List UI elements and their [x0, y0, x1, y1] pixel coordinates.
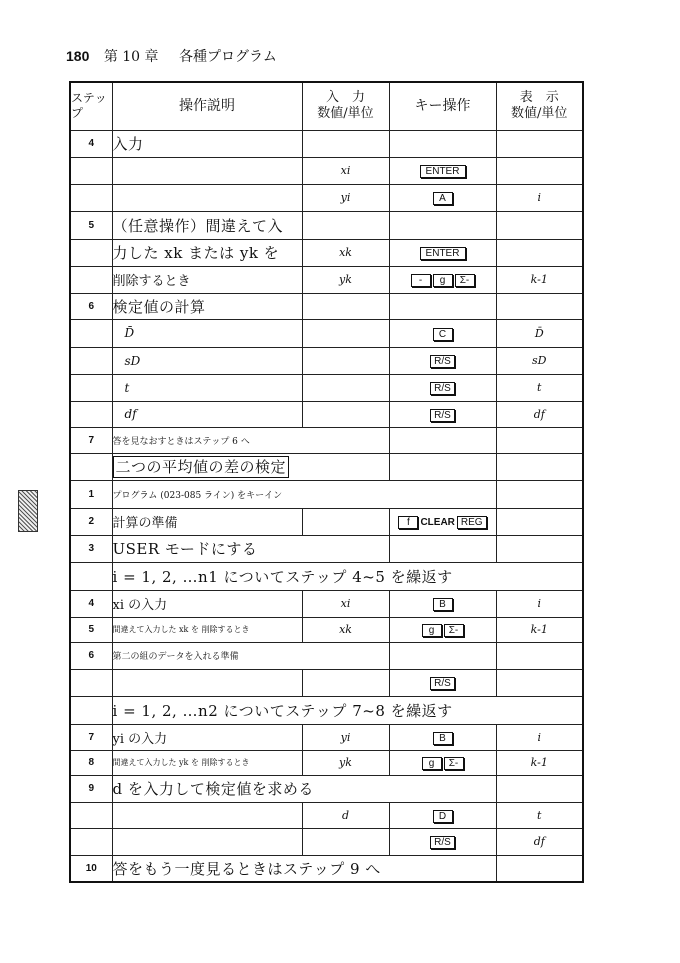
key-sequence-cell — [389, 319, 496, 347]
display-value-cell: t — [496, 374, 583, 401]
calculator-key: R/S — [430, 382, 455, 395]
input-value-cell: xi — [302, 157, 389, 184]
step-cell: 7 — [70, 724, 112, 750]
description-cell — [112, 184, 302, 211]
input-value-cell: d — [302, 802, 389, 828]
table-row — [70, 802, 583, 828]
step-cell — [70, 828, 112, 855]
step-cell: 7 — [70, 427, 112, 453]
step-cell: 3 — [70, 535, 112, 562]
description-cell: i = 1, 2, …n1 についてステップ 4~5 を繰返す — [112, 562, 583, 590]
calculator-key: R/S — [430, 355, 455, 368]
description-cell: 間違えて入力した yk を 削除するとき — [112, 750, 302, 775]
key-sequence-cell — [389, 453, 496, 480]
step-cell — [70, 562, 112, 590]
step-cell — [70, 319, 112, 347]
description-cell: 答をもう一度見るときはステップ 9 へ — [112, 855, 496, 882]
step-cell: 2 — [70, 508, 112, 535]
display-value-cell — [496, 480, 583, 508]
section-title: 二つの平均値の差の検定 — [113, 456, 290, 478]
input-value-cell — [302, 669, 389, 696]
calculator-key: B — [433, 732, 453, 745]
table-row — [70, 562, 583, 590]
table-row — [70, 669, 583, 696]
input-value-cell — [302, 828, 389, 855]
key-sequence-cell — [389, 266, 496, 293]
key-sequence-cell — [389, 130, 496, 157]
description-cell — [112, 157, 302, 184]
display-value-cell: i — [496, 184, 583, 211]
input-value-cell — [302, 211, 389, 239]
input-value-cell: yk — [302, 750, 389, 775]
input-value-cell: yi — [302, 724, 389, 750]
header-input-label: 入 力 — [325, 90, 365, 106]
table-header-row — [70, 82, 583, 130]
key-sequence-cell — [389, 347, 496, 374]
description-cell: 削除するとき — [112, 266, 302, 293]
chapter-title: 各種プログラム — [178, 49, 277, 65]
description-cell — [112, 669, 302, 696]
step-cell — [70, 184, 112, 211]
table-row — [70, 508, 583, 535]
display-value-cell — [496, 211, 583, 239]
calculator-key: - — [411, 274, 431, 287]
table-row — [70, 642, 583, 669]
calculator-key: R/S — [430, 409, 455, 422]
step-cell: 5 — [70, 211, 112, 239]
table-row — [70, 130, 583, 157]
table-row — [70, 724, 583, 750]
step-cell — [70, 374, 112, 401]
key-sequence-cell — [389, 157, 496, 184]
description-cell: yi の入力 — [112, 724, 302, 750]
table-row — [70, 617, 583, 642]
step-cell — [70, 347, 112, 374]
description-cell: D̄ — [112, 319, 302, 347]
display-value-cell — [496, 239, 583, 266]
table-row — [70, 157, 583, 184]
input-value-cell — [302, 374, 389, 401]
description-cell: 入力 — [112, 130, 302, 157]
description-cell — [112, 828, 302, 855]
step-cell — [70, 696, 112, 724]
step-cell: 1 — [70, 480, 112, 508]
key-sequence-cell — [389, 828, 496, 855]
key-sequence-cell — [389, 535, 496, 562]
description-cell: 力した xk または yk を — [112, 239, 302, 266]
table-row — [70, 480, 583, 508]
table-row — [70, 266, 583, 293]
table-row — [70, 775, 583, 802]
key-sequence-cell — [389, 427, 496, 453]
display-value-cell — [496, 293, 583, 319]
display-value-cell — [496, 130, 583, 157]
display-value-cell: df — [496, 828, 583, 855]
calculator-key: R/S — [430, 836, 455, 849]
table-row — [70, 293, 583, 319]
description-cell: プログラム (023-085 ライン) をキーイン — [112, 480, 496, 508]
display-value-cell — [496, 535, 583, 562]
key-sequence-cell — [389, 642, 496, 669]
calculator-key: g — [422, 624, 442, 637]
page-header — [66, 46, 277, 66]
header-step: ステップ — [70, 82, 112, 130]
input-value-cell: yi — [302, 184, 389, 211]
table-row — [70, 211, 583, 239]
key-sequence-cell — [389, 374, 496, 401]
calculator-key: f — [398, 516, 418, 529]
table-row — [70, 453, 583, 480]
input-value-cell: xi — [302, 590, 389, 617]
display-value-cell: k-1 — [496, 617, 583, 642]
input-value-cell — [302, 508, 389, 535]
header-keys: キー操作 — [389, 82, 496, 130]
step-cell — [70, 266, 112, 293]
description-cell — [112, 453, 389, 480]
display-value-cell — [496, 453, 583, 480]
calculator-key: Σ- — [444, 624, 464, 637]
input-value-cell: xk — [302, 617, 389, 642]
step-cell: 6 — [70, 293, 112, 319]
input-value-cell — [302, 319, 389, 347]
input-value-cell — [302, 347, 389, 374]
program-steps-table — [69, 81, 584, 883]
step-cell — [70, 802, 112, 828]
display-value-cell — [496, 508, 583, 535]
step-cell — [70, 669, 112, 696]
table-row — [70, 347, 583, 374]
step-cell — [70, 157, 112, 184]
calculator-key: R/S — [430, 677, 455, 690]
display-value-cell: i — [496, 590, 583, 617]
step-cell: 5 — [70, 617, 112, 642]
table-row — [70, 319, 583, 347]
key-sequence-cell — [389, 508, 496, 535]
calculator-key: Σ- — [455, 274, 475, 287]
calculator-key: A — [433, 192, 453, 205]
description-cell: df — [112, 401, 302, 427]
step-cell — [70, 401, 112, 427]
page-number: 180 — [66, 48, 90, 64]
table-row — [70, 239, 583, 266]
display-value-cell: k-1 — [496, 266, 583, 293]
key-sequence-cell — [389, 211, 496, 239]
input-value-cell — [302, 130, 389, 157]
header-display — [496, 82, 583, 130]
step-cell: 8 — [70, 750, 112, 775]
key-sequence-cell — [389, 239, 496, 266]
display-value-cell — [496, 427, 583, 453]
table-row — [70, 696, 583, 724]
input-value-cell — [302, 293, 389, 319]
calculator-key: D — [433, 810, 453, 823]
calculator-key: Σ- — [444, 757, 464, 770]
display-value-cell: D̄ — [496, 319, 583, 347]
description-cell: xi の入力 — [112, 590, 302, 617]
header-display-label: 表 示 — [519, 90, 559, 106]
input-value-cell — [302, 401, 389, 427]
table-row — [70, 855, 583, 882]
header-input-unit: 数値/単位 — [317, 106, 374, 122]
calculator-key: C — [433, 328, 453, 341]
calculator-key: REG — [457, 516, 487, 529]
table-row — [70, 590, 583, 617]
header-description: 操作説明 — [112, 82, 302, 130]
key-sequence-cell — [389, 669, 496, 696]
table-row — [70, 427, 583, 453]
display-value-cell — [496, 157, 583, 184]
table-row — [70, 535, 583, 562]
description-cell: t — [112, 374, 302, 401]
key-sequence-cell — [389, 293, 496, 319]
description-cell: sD — [112, 347, 302, 374]
description-cell: （任意操作）間違えて入 — [112, 211, 302, 239]
description-cell: 答を見なおすときはステップ 6 へ — [112, 427, 389, 453]
key-sequence-cell — [389, 401, 496, 427]
table-row — [70, 750, 583, 775]
calculator-key: g — [422, 757, 442, 770]
calculator-key: g — [433, 274, 453, 287]
step-cell: 4 — [70, 130, 112, 157]
step-cell — [70, 239, 112, 266]
description-cell: USER モードにする — [112, 535, 389, 562]
input-value-cell: xk — [302, 239, 389, 266]
calculator-key: CLEAR — [420, 517, 455, 528]
key-sequence-cell — [389, 617, 496, 642]
key-sequence-cell — [389, 750, 496, 775]
table-row — [70, 374, 583, 401]
description-cell: i = 1, 2, …n2 についてステップ 7~8 を繰返す — [112, 696, 583, 724]
display-value-cell: t — [496, 802, 583, 828]
description-cell: d を入力して検定値を求める — [112, 775, 496, 802]
display-value-cell: sD — [496, 347, 583, 374]
key-sequence-cell — [389, 590, 496, 617]
description-cell: 計算の準備 — [112, 508, 302, 535]
description-cell: 検定値の計算 — [112, 293, 302, 319]
calculator-key: ENTER — [420, 247, 466, 260]
description-cell — [112, 802, 302, 828]
calculator-key: ENTER — [420, 165, 466, 178]
step-cell: 4 — [70, 590, 112, 617]
step-cell: 6 — [70, 642, 112, 669]
calculator-key: B — [433, 598, 453, 611]
step-cell — [70, 453, 112, 480]
display-value-cell — [496, 855, 583, 882]
display-value-cell — [496, 775, 583, 802]
display-value-cell — [496, 642, 583, 669]
key-sequence-cell — [389, 724, 496, 750]
display-value-cell — [496, 669, 583, 696]
side-index-mark — [18, 490, 38, 532]
key-sequence-cell — [389, 184, 496, 211]
header-input — [302, 82, 389, 130]
step-cell: 9 — [70, 775, 112, 802]
display-value-cell: i — [496, 724, 583, 750]
description-cell: 第二の組のデータを入れる準備 — [112, 642, 389, 669]
display-value-cell: k-1 — [496, 750, 583, 775]
key-sequence-cell — [389, 802, 496, 828]
description-cell: 間違えて入力した xk を 削除するとき — [112, 617, 302, 642]
table-row — [70, 184, 583, 211]
table-row — [70, 401, 583, 427]
step-cell: 10 — [70, 855, 112, 882]
chapter-label: 第 10 章 — [103, 49, 159, 65]
table-row — [70, 828, 583, 855]
header-display-unit: 数値/単位 — [511, 106, 568, 122]
input-value-cell: yk — [302, 266, 389, 293]
display-value-cell: df — [496, 401, 583, 427]
